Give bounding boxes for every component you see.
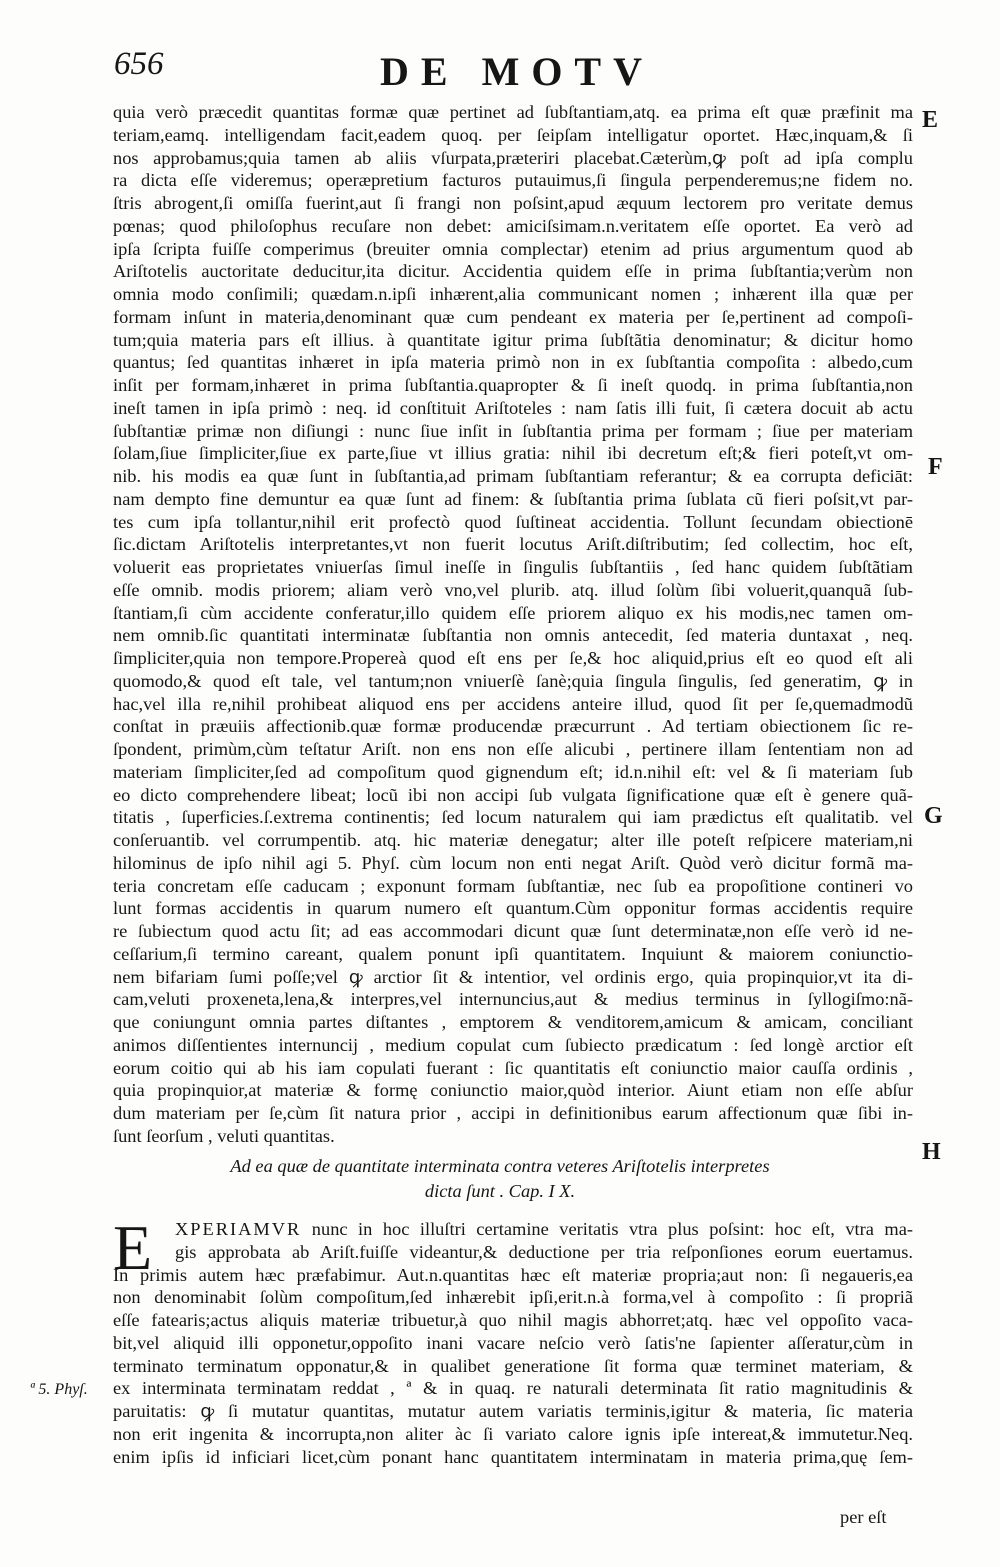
body-text-line: eorum coitio qui ab his iam copulati fuerant : ſic quantitatis eſt coniunctio maior cauſſa ordinis ,: [113, 1057, 913, 1078]
body-text-line: eſſe omnib. modis priorem; aliam verò vno,vel plurib. atq. illud ſolùm ſibi voluerit,quanquã ſub-: [113, 579, 913, 600]
chapter-text-line-rest: nunc in hoc illuſtri certamine veritatis vtra plus poſsint: hoc eſt, vtra ma-: [301, 1219, 913, 1239]
running-head: DE MOTV: [380, 49, 654, 94]
margin-letter-f: F: [928, 454, 943, 480]
lead-caps: XPERIAMVR: [175, 1219, 302, 1239]
chapter-heading-line-2: dicta ſunt . Cap. I X.: [424, 1181, 576, 1201]
body-text-line: ſic.dictam Ariſtotelis interpretantes,vt non fuerit locutus Ariſt.diſtributim; ſed collectim, hoc eſt,: [113, 534, 913, 555]
body-text-line: cam,veluti proxeneta,lena,& interpres,vel internuncius,aut & medius terminus in ſyllogiſmo:nã-: [113, 989, 913, 1010]
body-text-line: conſeruantib. vel corrumpentib. atq. hic materiæ denegatur; alter ille poteſt reſpicere materiam,ni: [113, 830, 913, 850]
catchword: per eſt: [840, 1507, 887, 1527]
body-text-line: ſtris abrogent,ſi omiſſa fuerint,aut ſi frangi non poſsint,apud æquum lectorem pro veritate demus: [113, 193, 913, 213]
body-text-line: pœnas; quod philoſophus recuſare non debet: amiciſsimam.n.veritatem eſſe oportet. Ea verò ad: [113, 215, 913, 236]
body-text-line: quia verò præcedit quantitas formæ quæ pertinet ad ſubſtantiam,atq. ea prima eſt quæ præfinit ma: [113, 102, 913, 122]
body-text-line: animos diſſentientes internuncij , medium copulat cum ſubiecto prædicatum : ſed longè arctior eſt: [113, 1034, 913, 1055]
chapter-text-line: gis approbata ab Ariſt.fuiſſe videantur,& deductione per tria reſponſiones eorum euertamus.: [175, 1241, 913, 1262]
body-text-line: eo dicto comprehendere libeat; locũ ibi non accipi ſub vulgata ſignificatione quæ eſt è genere quã-: [113, 784, 913, 805]
body-text-line: quomodo,& quod eſt tale, vel tantum;non vniuerſè ſanè;quia ſingula ſingulis, ſed generatim, ꝙ in: [113, 670, 913, 691]
chapter-text-line: bit,vel aliquid illi opponetur,oppoſito inani vacare neſcio verò ſatis'ne ſapienter aſſeratur,cùm in: [113, 1332, 913, 1353]
marginal-note: ª 5. Phyſ.: [30, 1381, 88, 1398]
body-text-line: ra dicta eſſe videremus; operæpretium facturos putauimus,ſi ſingula perpenderemus;ne fidem no.: [113, 170, 913, 191]
drop-cap: E: [113, 1212, 153, 1283]
body-text-line: lunt formas accidentis in quarum numero eſt quantum.Cùm opponitur formas accidentis require: [113, 898, 913, 919]
body-text-line: dum materiam per ſe,cùm ſit natura prior , accipi in definitionibus earum affectionum quæ ſibi in-: [113, 1103, 913, 1123]
body-text-line: quia propinquior,at materiæ & formę coniunctio maior,quòd interior. Aiunt etiam non eſſe abſur: [113, 1080, 913, 1101]
body-text-line: Ariſtotelis auctoritate deducitur,ita dicitur. Accidentia quidem eſſe in prima ſubſtantia;verùm non: [113, 261, 913, 282]
body-text-line: materiam ſimpliciter,ſed ad compoſitum quod gignendum eſt; id.n.nihil eſt: vel & ſi materiam ſub: [113, 761, 913, 782]
chapter-text-line: terminato terminatum opponatur,& in qualibet generatione ſit forma quæ terminet materiam, &: [113, 1355, 913, 1376]
body-text-line: omnia modo conſimili; quædam.n.ipſi inhærent,alia communicant nomen ; inhærent illa quæ per: [113, 284, 913, 304]
body-text-line: inſit per formam,inhæret in prima ſubſtantia.quapropter & ſi ineſt quodq. in prima ſubſtantia,non: [113, 375, 913, 395]
body-text-line: quantus; ſed quantitas inhæret in ipſa materia primò non in ex ſubſtantia compoſita : albedo,cum: [113, 352, 913, 373]
body-text-line: formam inſunt in materia,denominant quæ cum pendeant ex materia per ſe,pertinent ad compoſi-: [113, 306, 913, 327]
body-text-line: hilominus de ipſo nihil agi 5. Phyſ. cùm locum non enti negat Ariſt. Quòd verò dicitur formã ma-: [113, 852, 913, 873]
body-text-line: ſpondent, primùm,cùm teſtatur Ariſt. non ens non eſſe alicubi , pertinere illam ſententiam non ad: [113, 739, 913, 759]
body-text-line: nos approbamus;quia tamen ab aliis vſurpata,præteriri placebat.Cæterùm,ꝙ poſt ad ipſa complu: [113, 147, 913, 168]
margin-letter-e: E: [922, 107, 939, 133]
chapter-text-line: paruitatis: ꝙ ſi mutatur quantitas, mutatur autem variatis terminis,igitur & materia, ſic materia: [113, 1401, 913, 1421]
chapter-text-line: non erit ingenita & incorrupta,non aliter àc ſi variato calore ignis ipſe intereat,& immutetur.Neq.: [113, 1423, 913, 1444]
body-text-line: re ſubiectum quod actu ſit; ad eas accommodari dicunt quæ ſunt determinatæ,non eſſe verò id ne-: [113, 921, 913, 941]
body-text-line: conſtat in præuiis affectionib.quæ formæ producendæ præcurrunt . Ad tertiam obiectionem ſic re-: [113, 716, 913, 737]
body-text-line: ipſa ſcripta fuiſſe comperimus (breuiter omnia complectar) etenim ad prius argumentum quod ab: [113, 238, 913, 259]
body-text-line: tes cum ipſa tollantur,nihil erit profectò quod ſuſtineat accidentia. Tollunt ſecundam obiectionē: [113, 511, 913, 532]
chapter-heading-line-1: Ad ea quæ de quantitate interminata contra veteres Ariſtotelis interpretes: [230, 1156, 770, 1176]
body-text-line: hac,vel illa re,nihil prohibeat aliquod ens per accidens anteire illud, quod ſit per ſe,quemadmodũ: [113, 693, 913, 714]
body-text-line: que coniungunt omnia partes diſtantes , emptorem & venditorem,amicum & amicam, conciliant: [113, 1012, 913, 1032]
body-text-line: teria concretam eſſe caducam ; exponunt formam ſubſtantiæ, nec ſub ea propoſitione contineri vo: [113, 875, 913, 896]
margin-letter-h: H: [922, 1139, 941, 1165]
body-text-line: ſunt ſeorſum , veluti quantitas.: [113, 1125, 335, 1146]
chapter-text-line: ex interminata terminatam reddat , ª & in quaq. re naturali determinata ſit ratio magnitudinis &: [113, 1378, 913, 1399]
page-number: 656: [114, 46, 164, 82]
chapter-text-line: In primis autem hæc præfabimur. Aut.n.quantitas hæc eſt materiæ propria;aut non: ſi negaueris,ea: [113, 1264, 913, 1285]
body-text-line: ſtantiam,ſi cùm accidente conferatur,illo quidem eſſe priorem aliquo ex his modis,nec tamen om-: [113, 602, 913, 623]
body-text-line: tum;quia materia pars eſt illius. à quantitate igitur prima ſubſtãtia denominatur; & dicitur homo: [113, 329, 913, 350]
body-text-line: ceſſarium,ſi termino careant, qualem ponunt ipſi quantitatem. Inquiunt & maiorem coniunctio-: [113, 943, 913, 964]
chapter-text-line: non denominabit ſolùm compoſitum,ſed inhærebit ipſi,erit.n.à forma,vel à compoſito : ſi propriã: [113, 1287, 913, 1308]
body-text-line: nem bifariam ſumi poſſe;vel ꝙ arctior ſit & intentior, vel ordinis ergo, quia propinquior,vt ita di-: [113, 966, 913, 987]
body-text-line: nam dempto fine demuntur ea quæ ſunt ad finem: & ſubſtantia prima ſublata cũ fieri poſsit,vt par-: [113, 488, 913, 509]
body-text-line: titatis , ſuperficies.ſ.extrema continentis; ſed locum naturalem qui iam prædictus eſt qualitatib. vel: [113, 807, 913, 828]
margin-letter-g: G: [924, 803, 943, 829]
chapter-text-line: enim ipſis id inficiari licet,cùm ponant hanc quantitatem interminatam in materia prima,quę ſem-: [113, 1446, 913, 1467]
chapter-text-line: [113, 1218, 913, 1241]
body-text-line: teriam,eamq. intelligendam facit,eadem quoq. per ſeipſam intelligatur oportet. Hæc,inquam,& ſi: [113, 124, 913, 145]
chapter-text-line: eſſe fatearis;actus aliquis materiæ tribuetur,à quo nihil magis abhorret;atq. hæc vel oppoſito vaca-: [113, 1310, 913, 1330]
chapter-text: [113, 1212, 913, 1468]
body-text: [113, 101, 913, 1148]
body-text-line: ſimpliciter,quia non tempore.Propereà quod eſt ens per ſe,& hoc aliquid,prius eſt eo quod eſt ali: [113, 648, 913, 668]
body-text-line: nib. his modis ea quæ ſunt in ſubſtantia,ad primam ſubſtantiam referantur; & ea corrupta deficiāt:: [113, 466, 913, 486]
body-text-line: voluerit eas proprietates vniuerſas ſimul ineſſe in ſingulis ſubſtantiis , ſed hanc quidem ſubſtãtiam: [113, 557, 913, 577]
body-text-line: ſubſtantiæ primæ non diſiungi : nunc ſiue inſit in ſubſtantia prima per formam ; ſiue per materiam: [113, 420, 913, 441]
body-text-line: nem omnib.ſic quantitati interminatæ ſubſtantia non omnis antecedit, ſed materia duntaxat , neq.: [113, 625, 913, 646]
body-text-line: ſolam,ſiue ſimpliciter,ſiue ex parte,ſiue vt illius gratia: nihil ibi decretum eſt;& fieri poteſt,vt om-: [113, 443, 913, 464]
body-text-line: ineſt tamen in ipſa primò : neq. id conſtituit Ariſtoteles : nam ſatis illi fuit, ſi cætera docuit ab actu: [113, 397, 913, 418]
